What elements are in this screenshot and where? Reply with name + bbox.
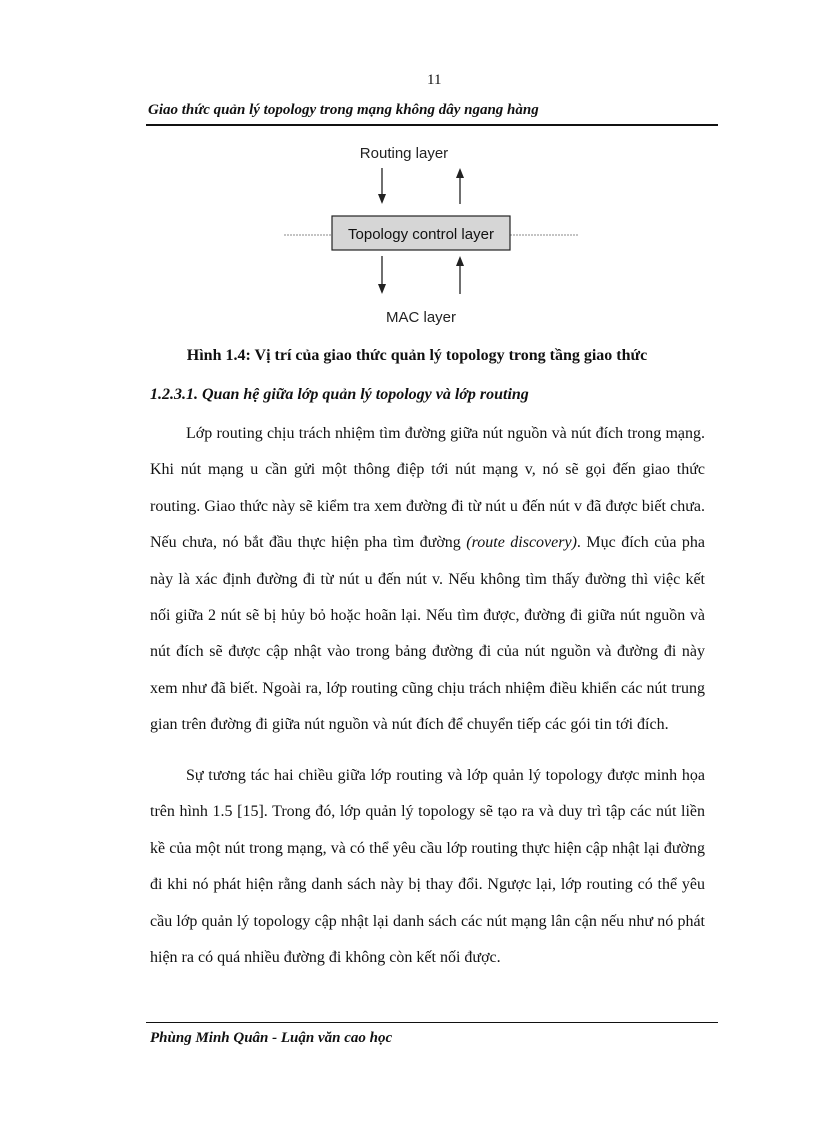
header-title: Giao thức quản lý topology trong mạng không dây ngang hàng [148, 102, 539, 118]
arrow-up-top-head [456, 168, 464, 178]
topology-control-label: Topology control layer [348, 226, 494, 243]
arrow-up-bottom-head [456, 256, 464, 266]
section-heading: 1.2.3.1. Quan hệ giữa lớp quản lý topology và lớp routing [150, 386, 529, 403]
arrow-down-top-head [378, 194, 386, 204]
paragraph-2-text: Sự tương tác hai chiều giữa lớp routing và lớp quản lý topology được minh họa trên hình 1.5 [15]. Trong đó, lớp quản lý topology sẽ tạo ra và duy trì tập các nút liền kề của một nút trong mạng, và có thể yêu cầu lớp routing thực hiện cập nhật lại đường đi khi nó phát hiện rằng danh sách này bị thay đổi. Ngược lại, lớp routing có thể yêu cầu lớp quản lý topology cập nhật lại danh sách các nút mạng lân cận nếu như nó phát hiện ra có quá nhiều đường đi không còn kết nối được. [150, 767, 705, 967]
footer-rule [146, 1022, 718, 1023]
layer-diagram [270, 132, 590, 332]
figure-caption: Hình 1.4: Vị trí của giao thức quản lý topology trong tầng giao thức [186, 347, 648, 364]
arrow-down-bottom-head [378, 284, 386, 294]
paragraph-1-text-a: Lớp routing chịu trách nhiệm tìm đường giữa nút nguồn và nút đích trong mạng. Khi nút mạng u cần gửi một thông điệp tới nút mạng v, nó sẽ gọi đến giao thức routing. Giao thức này sẽ kiểm tra xem đường đi từ nút u đến nút v đã được biết chưa. Nếu chưa, nó bắt đầu thực hiện pha tìm đường [150, 425, 705, 552]
paragraph-1 [150, 416, 705, 744]
footer-text: Phùng Minh Quân - Luận văn cao học [150, 1030, 393, 1046]
paragraph-2 [150, 758, 705, 976]
routing-layer-label: Routing layer [359, 145, 449, 162]
page-number: 11 [427, 72, 442, 88]
layer-diagram-svg [270, 132, 590, 332]
paragraph-1-italic-term: (route discovery) [466, 534, 577, 552]
paragraph-1-text-b: . Mục đích của pha này là xác định đường đi từ nút u đến nút v. Nếu không tìm thấy đường thì việc kết nối giữa 2 nút sẽ bị hủy bỏ hoặc hoãn lại. Nếu tìm được, đường đi giữa nút nguồn và nút đích sẽ được cập nhật vào trong bảng đường đi của nút nguồn và đường đi này xem như đã biết. Ngoài ra, lớp routing cũng chịu trách nhiệm điều khiển các nút trung gian trên đường đi giữa nút nguồn và nút đích để chuyển tiếp các gói tin tới đích. [150, 534, 706, 734]
mac-layer-label: MAC layer [385, 309, 457, 326]
header-rule [146, 124, 718, 126]
